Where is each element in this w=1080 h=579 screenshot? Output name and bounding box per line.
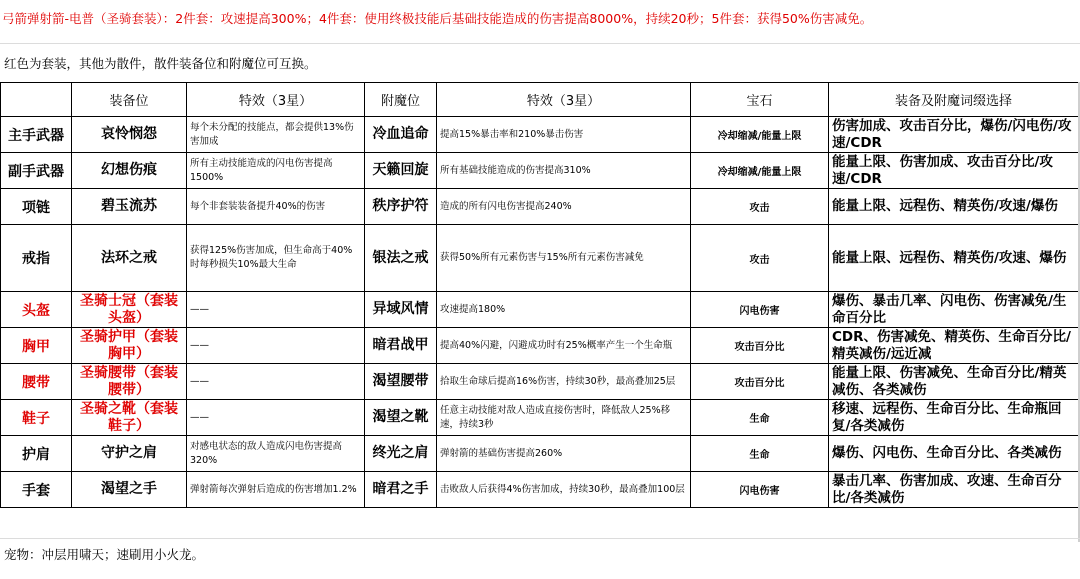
table-row bbox=[1, 292, 1079, 328]
slot-cell: 主手武器 bbox=[1, 117, 72, 153]
table-row bbox=[1, 225, 1079, 292]
slot-cell: 副手武器 bbox=[1, 153, 72, 189]
enchant-effect-cell: 提高15%暴击率和210%暴击伤害 bbox=[437, 117, 691, 153]
enchant-name-cell: 秩序护符 bbox=[365, 189, 437, 225]
item-effect-cell: 每个未分配的技能点，都会提供13%伤害加成 bbox=[187, 117, 365, 153]
table-row bbox=[1, 436, 1079, 472]
slot-cell: 鞋子 bbox=[1, 400, 72, 436]
slot-cell: 头盔 bbox=[1, 292, 72, 328]
slot-cell: 项链 bbox=[1, 189, 72, 225]
table-row bbox=[1, 153, 1079, 189]
enchant-effect-cell: 拾取生命球后提高16%伤害，持续30秒，最高叠加25层 bbox=[437, 364, 691, 400]
header-cell: 装备位 bbox=[72, 83, 187, 117]
enchant-name-cell: 冷血追命 bbox=[365, 117, 437, 153]
enchant-effect-cell: 攻速提高180% bbox=[437, 292, 691, 328]
item-effect-cell: 对感电状态的敌人造成闪电伤害提高320% bbox=[187, 436, 365, 472]
enchant-effect-cell: 获得50%所有元素伤害与15%所有元素伤害减免 bbox=[437, 225, 691, 292]
item-effect-cell: —— bbox=[187, 364, 365, 400]
gem-cell: 攻击百分比 bbox=[691, 364, 829, 400]
enchant-name-cell: 渴望之靴 bbox=[365, 400, 437, 436]
header-cell bbox=[1, 83, 72, 117]
affix-cell: 暴击几率、伤害加成、攻速、生命百分比/各类减伤 bbox=[829, 472, 1079, 508]
header-cell: 装备及附魔词缀选择 bbox=[829, 83, 1079, 117]
item-effect-cell: —— bbox=[187, 292, 365, 328]
legend-note: 红色为套装，其他为散件，散件装备位和附魔位可互换。 bbox=[4, 56, 317, 71]
divider bbox=[0, 43, 1080, 44]
gem-cell: 生命 bbox=[691, 436, 829, 472]
item-name-cell: 幻想伤痕 bbox=[72, 153, 187, 189]
item-name-cell: 守护之肩 bbox=[72, 436, 187, 472]
slot-cell: 腰带 bbox=[1, 364, 72, 400]
item-name-cell: 圣骑护甲（套装胸甲） bbox=[72, 328, 187, 364]
enchant-effect-cell: 弹射箭的基础伤害提高260% bbox=[437, 436, 691, 472]
affix-cell: 移速、远程伤、生命百分比、生命瓶回复/各类减伤 bbox=[829, 400, 1079, 436]
item-effect-cell: —— bbox=[187, 400, 365, 436]
enchant-name-cell: 银法之戒 bbox=[365, 225, 437, 292]
set-bonus-note: 弓箭弹射箭-电普（圣骑套装）：2件套：攻速提高300%；4件套：使用终极技能后基础技能造成的伤害提高8000%，持续20秒；5件套：获得50%伤害减免。 bbox=[2, 11, 873, 26]
item-effect-cell: 获得125%伤害加成，但生命高于40%时每秒损失10%最大生命 bbox=[187, 225, 365, 292]
table-header-row bbox=[1, 83, 1079, 117]
enchant-name-cell: 终光之肩 bbox=[365, 436, 437, 472]
item-effect-cell: —— bbox=[187, 328, 365, 364]
slot-cell: 护肩 bbox=[1, 436, 72, 472]
enchant-effect-cell: 击败敌人后获得4%伤害加成，持续30秒，最高叠加100层 bbox=[437, 472, 691, 508]
gear-table bbox=[0, 82, 1079, 508]
affix-cell: 能量上限、伤害减免、生命百分比/精英减伤、各类减伤 bbox=[829, 364, 1079, 400]
enchant-effect-cell: 提高40%闪避，闪避成功时有25%概率产生一个生命瓶 bbox=[437, 328, 691, 364]
item-name-cell: 碧玉流苏 bbox=[72, 189, 187, 225]
gem-cell: 生命 bbox=[691, 400, 829, 436]
table-row bbox=[1, 472, 1079, 508]
gem-cell: 攻击 bbox=[691, 189, 829, 225]
header-cell: 附魔位 bbox=[365, 83, 437, 117]
table-row bbox=[1, 400, 1079, 436]
enchant-name-cell: 异域风情 bbox=[365, 292, 437, 328]
enchant-name-cell: 暗君战甲 bbox=[365, 328, 437, 364]
table-row bbox=[1, 328, 1079, 364]
enchant-effect-cell: 造成的所有闪电伤害提高240% bbox=[437, 189, 691, 225]
item-name-cell: 哀怜悯怨 bbox=[72, 117, 187, 153]
affix-cell: 伤害加成、攻击百分比，爆伤/闪电伤/攻速/CDR bbox=[829, 117, 1079, 153]
pet-note: 宠物：冲层用啸天；速刷用小火龙。 bbox=[4, 547, 205, 562]
table-row bbox=[1, 189, 1079, 225]
gem-cell: 冷却缩减/能量上限 bbox=[691, 117, 829, 153]
header-cell: 宝石 bbox=[691, 83, 829, 117]
item-effect-cell: 所有主动技能造成的闪电伤害提高1500% bbox=[187, 153, 365, 189]
affix-cell: 爆伤、暴击几率、闪电伤、伤害减免/生命百分比 bbox=[829, 292, 1079, 328]
item-effect-cell: 每个非套装装备提升40%的伤害 bbox=[187, 189, 365, 225]
enchant-name-cell: 渴望腰带 bbox=[365, 364, 437, 400]
divider bbox=[0, 538, 1080, 539]
item-name-cell: 圣骑腰带（套装腰带） bbox=[72, 364, 187, 400]
slot-cell: 戒指 bbox=[1, 225, 72, 292]
item-name-cell: 渴望之手 bbox=[72, 472, 187, 508]
item-name-cell: 法环之戒 bbox=[72, 225, 187, 292]
gem-cell: 冷却缩减/能量上限 bbox=[691, 153, 829, 189]
slot-cell: 胸甲 bbox=[1, 328, 72, 364]
table-row bbox=[1, 364, 1079, 400]
affix-cell: 能量上限、伤害加成、攻击百分比/攻速/CDR bbox=[829, 153, 1079, 189]
gem-cell: 攻击百分比 bbox=[691, 328, 829, 364]
enchant-name-cell: 暗君之手 bbox=[365, 472, 437, 508]
table-row bbox=[1, 117, 1079, 153]
enchant-name-cell: 天籁回旋 bbox=[365, 153, 437, 189]
gem-cell: 闪电伤害 bbox=[691, 292, 829, 328]
enchant-effect-cell: 所有基础技能造成的伤害提高310% bbox=[437, 153, 691, 189]
header-cell: 特效（3星） bbox=[437, 83, 691, 117]
affix-cell: 能量上限、远程伤、精英伤/攻速/爆伤 bbox=[829, 189, 1079, 225]
affix-cell: CDR、伤害减免、精英伤、生命百分比/精英减伤/远近减 bbox=[829, 328, 1079, 364]
gem-cell: 闪电伤害 bbox=[691, 472, 829, 508]
slot-cell: 手套 bbox=[1, 472, 72, 508]
affix-cell: 能量上限、远程伤、精英伤/攻速、爆伤 bbox=[829, 225, 1079, 292]
gem-cell: 攻击 bbox=[691, 225, 829, 292]
item-name-cell: 圣骑士冠（套装头盔） bbox=[72, 292, 187, 328]
enchant-effect-cell: 任意主动技能对敌人造成直接伤害时，降低敌人25%移速，持续3秒 bbox=[437, 400, 691, 436]
item-name-cell: 圣骑之靴（套装鞋子） bbox=[72, 400, 187, 436]
item-effect-cell: 弹射箭每次弹射后造成的伤害增加1.2% bbox=[187, 472, 365, 508]
affix-cell: 爆伤、闪电伤、生命百分比、各类减伤 bbox=[829, 436, 1079, 472]
header-cell: 特效（3星） bbox=[187, 83, 365, 117]
